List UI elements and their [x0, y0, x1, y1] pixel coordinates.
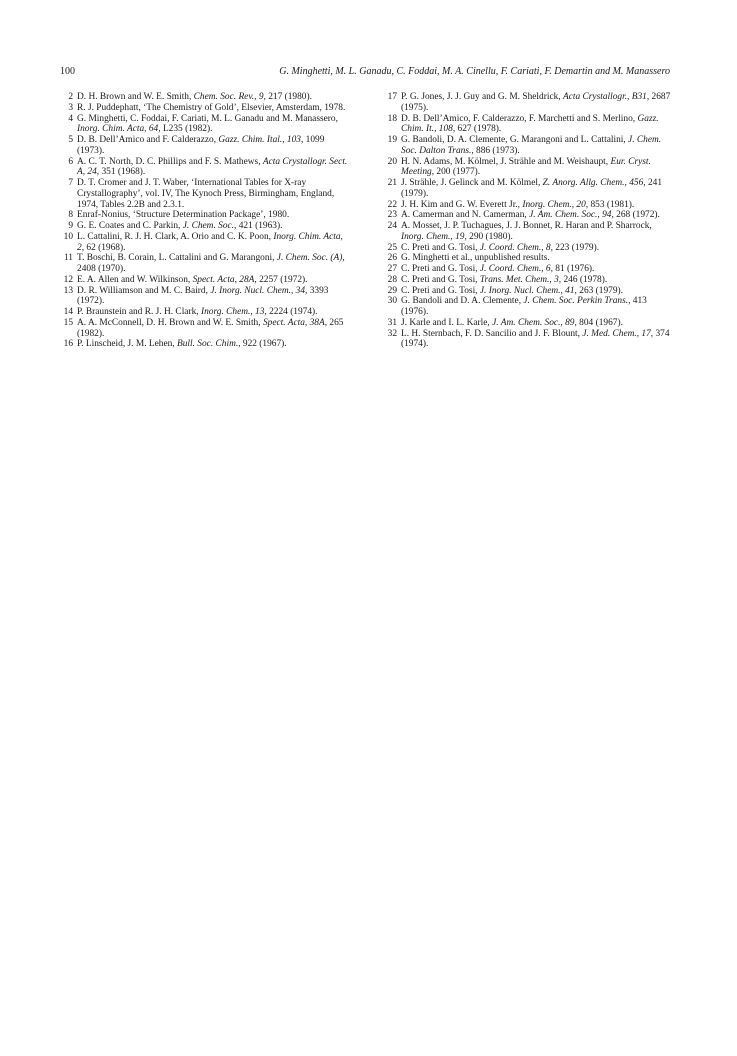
reference-number: 3	[68, 102, 73, 113]
reference-segment: D. B. Dell’Amico, F. Calderazzo, F. Marchetti and S. Merlino,	[401, 113, 638, 124]
reference-number: 21	[387, 178, 397, 188]
reference-segment: A. Mosset, J. P. Tuchagues, J. J. Bonnet, R. Haran and P. Sharrock,	[401, 221, 652, 231]
reference-segment: 374 (1974).	[401, 328, 670, 350]
reference-segment: 2687 (1975).	[401, 92, 671, 113]
reference-number: 8	[68, 210, 73, 221]
reference-text	[401, 264, 594, 274]
reference-journal: Z. Anorg. Allg. Chem., 456,	[542, 178, 646, 188]
reference-entry	[60, 210, 350, 221]
reference-number: 9	[68, 221, 73, 231]
reference-entry	[60, 157, 350, 179]
reference-journal: J. Coord. Chem., 6,	[479, 264, 553, 274]
reference-text	[77, 221, 282, 231]
reference-text	[401, 210, 660, 220]
references-column-left	[60, 92, 350, 350]
reference-segment: E. A. Allen and W. Wilkinson,	[77, 274, 193, 285]
reference-journal: J. Inorg. Nucl. Chem., 34,	[210, 285, 308, 296]
reference-entry	[60, 253, 350, 275]
reference-text	[77, 339, 287, 349]
reference-text	[401, 296, 647, 317]
reference-segment: A. Camerman and N. Camerman,	[401, 210, 530, 221]
reference-segment: 268 (1972).	[613, 210, 660, 221]
reference-segment: 81 (1976).	[552, 264, 595, 274]
reference-journal: J. Med. Chem., 17,	[582, 328, 654, 339]
reference-entry	[384, 221, 674, 243]
reference-number: 20	[387, 156, 397, 167]
reference-segment: 62 (1968).	[84, 242, 126, 253]
reference-text	[77, 210, 289, 220]
reference-segment: H. N. Adams, M. Kölmel, J. Strähle and M. Weishaupt,	[401, 156, 611, 167]
reference-number: 5	[68, 135, 73, 145]
reference-entry	[60, 114, 350, 136]
reference-segment: 1099 (1973).	[77, 135, 325, 156]
reference-text	[77, 232, 343, 253]
reference-journal: Trans. Met. Chem., 3,	[479, 274, 562, 285]
reference-text	[401, 114, 659, 135]
reference-segment: 922 (1967).	[240, 339, 287, 350]
reference-journal: J. Am. Chem. Soc., 89,	[492, 317, 577, 328]
reference-segment: D. T. Cromer and J. T. Waber, ‘International Tables for X-ray Crystallography’, vol. IV, The Kynoch Press, Birmingham, England, 1974, Tables 2.2B and 2.3.1.	[77, 178, 335, 210]
reference-journal: J. Chem. Soc.,	[182, 221, 237, 231]
reference-segment: C. Preti and G. Tosi,	[401, 285, 480, 296]
reference-number: 32	[387, 328, 397, 339]
reference-journal: Inorg. Chim. Acta, 64,	[77, 124, 161, 135]
reference-entry	[60, 92, 350, 103]
reference-number: 28	[387, 274, 397, 285]
reference-segment: 853 (1981).	[588, 199, 635, 210]
page-header	[60, 66, 670, 80]
reference-text	[77, 103, 345, 113]
reference-number: 29	[387, 285, 397, 296]
reference-journal: Gazz. Chim. It., 108,	[401, 113, 659, 135]
reference-segment: 804 (1967).	[576, 317, 623, 328]
reference-segment: 265 (1982).	[77, 317, 344, 339]
reference-segment: L. Cattalini, R. J. H. Clark, A. Orio and C. K. Poon,	[77, 231, 274, 242]
reference-segment: G. Minghetti, C. Foddai, F. Cariati, M. L. Ganadu and M. Manassero,	[77, 113, 338, 124]
reference-text	[77, 275, 308, 285]
reference-number: 22	[387, 199, 397, 210]
reference-journal: J. Chem. Soc. Perkin Trans.,	[523, 296, 631, 307]
reference-segment: J. H. Kim and G. W. Everett Jr.,	[401, 199, 523, 210]
reference-segment: 200 (1977).	[434, 167, 481, 178]
reference-segment: 2257 (1972).	[256, 274, 308, 285]
reference-entry	[60, 318, 350, 340]
reference-segment: A. A. McConnell, D. H. Brown and W. E. Smith,	[77, 317, 263, 328]
reference-segment: D. H. Brown and W. E. Smith,	[77, 92, 194, 102]
reference-segment: G. Bandoli and D. A. Clemente,	[401, 296, 524, 307]
reference-segment: R. J. Puddephatt, ‘The Chemistry of Gold’, Elsevier, Amsterdam, 1978.	[77, 102, 346, 113]
reference-journal: J. Chem. Soc. (A),	[276, 253, 345, 264]
reference-entry	[60, 286, 350, 308]
reference-number: 19	[387, 135, 397, 145]
reference-entry	[384, 178, 674, 200]
reference-segment: P. Braunstein and R. J. H. Clark,	[77, 307, 201, 317]
reference-journal: Gazz. Chim. Ital., 103,	[218, 135, 304, 145]
reference-entry	[60, 103, 350, 114]
reference-text	[401, 221, 652, 242]
reference-segment: 351 (1968).	[99, 167, 146, 178]
reference-segment: T. Boschi, B. Corain, L. Cattalini and G. Marangoni,	[77, 253, 277, 264]
reference-journal: J. Am. Chem. Soc., 94,	[529, 210, 614, 221]
reference-number: 10	[63, 231, 73, 242]
reference-entry	[60, 221, 350, 232]
reference-segment: J. Strähle, J. Gelinck and M. Kölmel,	[401, 178, 543, 188]
reference-segment: Enraf-Nonius, ‘Structure Determination Package’, 1980.	[77, 210, 290, 221]
reference-segment: P. G. Jones, J. J. Guy and G. M. Sheldrick,	[401, 92, 563, 102]
reference-segment: 2408 (1970).	[77, 264, 126, 274]
reference-journal: Inorg. Chim. Acta, 2,	[77, 231, 343, 253]
reference-segment: 223 (1979).	[552, 242, 600, 253]
reference-text	[77, 253, 345, 274]
reference-segment: L. H. Sternbach, F. D. Sancilio and J. F. Blount,	[401, 328, 583, 339]
reference-number: 31	[387, 317, 397, 328]
reference-segment: 421 (1963).	[236, 221, 283, 231]
reference-text	[77, 114, 338, 135]
reference-segment: G. Bandoli, D. A. Clemente, G. Marangoni and L. Cattalini,	[401, 135, 629, 145]
reference-number: 7	[68, 178, 73, 188]
reference-segment: D. B. Dell’Amico and F. Calderazzo,	[77, 135, 219, 145]
reference-number: 27	[387, 264, 397, 274]
reference-entry	[60, 178, 350, 210]
reference-number: 13	[63, 285, 73, 296]
reference-journal: J. Inorg. Nucl. Chem., 41,	[479, 285, 577, 296]
reference-text	[401, 253, 550, 263]
reference-number: 12	[63, 274, 73, 285]
reference-number: 23	[387, 210, 397, 221]
reference-journal: Spect. Acta, 28A,	[192, 274, 257, 285]
reference-segment: C. Preti and G. Tosi,	[401, 242, 480, 253]
reference-entry	[384, 243, 674, 254]
reference-segment: L235 (1982).	[160, 124, 213, 135]
reference-entry	[60, 339, 350, 350]
reference-number: 11	[63, 253, 73, 264]
reference-segment: G. Minghetti et al., unpublished results.	[401, 253, 550, 264]
reference-entry	[384, 210, 674, 221]
reference-number: 6	[68, 156, 73, 167]
reference-text	[77, 135, 324, 156]
reference-segment: 217 (1980).	[265, 92, 312, 102]
reference-entry	[60, 307, 350, 318]
reference-entry	[384, 286, 674, 297]
reference-number: 14	[63, 307, 73, 317]
reference-segment: 886 (1973).	[473, 145, 520, 156]
reference-text	[401, 275, 607, 285]
reference-entry	[384, 275, 674, 286]
reference-segment: J. Karle and I. L. Karle,	[401, 317, 493, 328]
reference-journal: Spect. Acta, 38A,	[262, 317, 328, 328]
reference-number: 4	[68, 113, 73, 124]
reference-entry	[60, 232, 350, 254]
reference-text	[401, 135, 661, 156]
reference-entry	[384, 296, 674, 318]
reference-number: 30	[387, 296, 397, 307]
reference-entry	[384, 135, 674, 157]
reference-segment: 627 (1978).	[455, 124, 502, 135]
reference-journal: Chem. Soc. Rev., 9,	[193, 92, 266, 102]
reference-number: 15	[63, 317, 73, 328]
reference-number: 24	[387, 221, 397, 231]
reference-segment: 246 (1978).	[561, 274, 608, 285]
reference-text	[77, 157, 347, 178]
reference-number: 16	[63, 339, 73, 350]
reference-entry	[384, 253, 674, 264]
reference-text	[401, 157, 651, 178]
reference-entry	[384, 114, 674, 136]
reference-segment: C. Preti and G. Tosi,	[401, 264, 480, 274]
reference-text	[401, 318, 623, 328]
reference-entry	[384, 200, 674, 211]
reference-text	[401, 286, 623, 296]
reference-journal: Inorg. Chem., 19,	[401, 231, 467, 242]
reference-text	[401, 200, 634, 210]
reference-segment: A. C. T. North, D. C. Phillips and F. S. Mathews,	[77, 156, 263, 167]
reference-segment: G. E. Coates and C. Parkin,	[77, 221, 183, 231]
running-head: G. Minghetti, M. L. Ganadu, C. Foddai, M. A. Cinellu, F. Cariati, F. Demartin and M. Manassero	[279, 66, 670, 77]
reference-entry	[384, 329, 674, 351]
reference-text	[401, 329, 670, 350]
reference-text	[401, 92, 670, 113]
reference-journal: Inorg. Chem., 13,	[200, 307, 267, 317]
reference-number: 17	[387, 92, 397, 102]
reference-entry	[60, 135, 350, 157]
reference-entry	[384, 264, 674, 275]
reference-entry	[384, 157, 674, 179]
reference-number: 2	[68, 92, 73, 102]
reference-entry	[384, 318, 674, 329]
reference-segment: 413 (1976).	[401, 296, 647, 317]
reference-number: 26	[387, 253, 397, 264]
reference-number: 18	[387, 113, 397, 124]
reference-text	[401, 243, 599, 253]
reference-segment: 241 (1979).	[401, 178, 663, 199]
reference-text	[77, 318, 343, 339]
reference-journal: Inorg. Chem., 20,	[522, 199, 589, 210]
reference-segment: P. Linscheid, J. M. Lehen,	[77, 339, 177, 350]
reference-text	[77, 92, 312, 102]
reference-journal: J. Chem. Soc. Dalton Trans.,	[401, 135, 662, 156]
reference-text	[77, 307, 318, 317]
page-number: 100	[60, 66, 75, 77]
reference-entry	[384, 92, 674, 114]
reference-segment: 2224 (1974).	[266, 307, 318, 317]
reference-segment: 3393 (1972).	[77, 285, 329, 307]
reference-journal: Acta Crystallogr., B31,	[562, 92, 650, 102]
references-column-right	[384, 92, 674, 350]
reference-segment: D. R. Williamson and M. C. Baird,	[77, 285, 211, 296]
reference-journal: Eur. Cryst. Meeting,	[401, 156, 651, 178]
reference-journal: J. Coord. Chem., 8,	[479, 242, 553, 253]
reference-text	[401, 178, 662, 199]
reference-number: 25	[387, 242, 397, 253]
reference-segment: 263 (1979).	[576, 285, 623, 296]
reference-segment: C. Preti and G. Tosi,	[401, 274, 480, 285]
reference-journal: Bull. Soc. Chim.,	[177, 339, 241, 350]
reference-text	[77, 178, 334, 210]
reference-journal: Acta Crystallogr. Sect. A, 24,	[77, 156, 348, 178]
reference-text	[77, 286, 328, 307]
reference-segment: 290 (1980).	[466, 231, 513, 242]
reference-entry	[60, 275, 350, 286]
